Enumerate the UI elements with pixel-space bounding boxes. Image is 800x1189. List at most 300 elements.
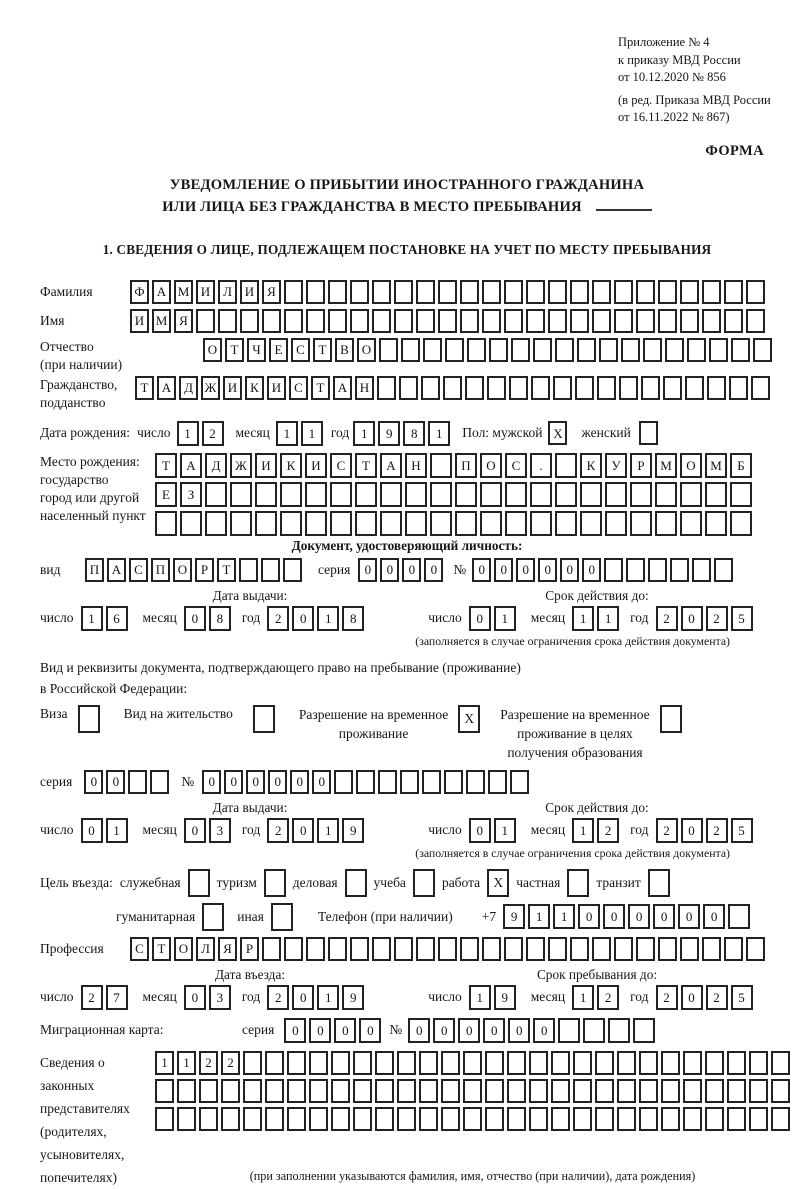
char-cell[interactable] — [504, 280, 523, 304]
char-cell[interactable] — [614, 280, 633, 304]
char-cell[interactable]: П — [151, 558, 170, 582]
char-cell[interactable]: 0 — [408, 1018, 430, 1043]
char-cell[interactable]: 0 — [653, 904, 675, 929]
char-cell[interactable]: 8 — [342, 606, 364, 631]
char-cell[interactable]: 1 — [469, 985, 491, 1010]
char-cell[interactable] — [705, 1107, 724, 1131]
char-cell[interactable]: 0 — [268, 770, 287, 794]
char-cell[interactable] — [485, 1079, 504, 1103]
char-cell[interactable] — [592, 280, 611, 304]
char-cell[interactable] — [570, 280, 589, 304]
char-cell[interactable] — [350, 937, 369, 961]
char-cell[interactable] — [551, 1107, 570, 1131]
char-cell[interactable] — [580, 511, 602, 536]
char-cell[interactable]: Т — [311, 376, 330, 400]
char-cell[interactable] — [595, 1107, 614, 1131]
char-cell[interactable] — [309, 1051, 328, 1075]
char-cell[interactable] — [507, 1051, 526, 1075]
char-cell[interactable] — [705, 511, 727, 536]
char-cell[interactable] — [265, 1079, 284, 1103]
char-cell[interactable]: 0 — [184, 606, 206, 631]
char-cell[interactable]: Л — [218, 280, 237, 304]
char-cell[interactable]: С — [505, 453, 527, 478]
char-cell[interactable] — [155, 511, 177, 536]
char-cell[interactable]: 2 — [267, 818, 289, 843]
char-cell[interactable]: Я — [174, 309, 193, 333]
char-cell[interactable] — [614, 309, 633, 333]
char-cell[interactable]: 2 — [199, 1051, 218, 1075]
char-cell[interactable] — [729, 376, 748, 400]
char-cell[interactable]: 0 — [380, 558, 399, 582]
char-cell[interactable]: Р — [240, 937, 259, 961]
char-cell[interactable]: 0 — [533, 1018, 555, 1043]
char-cell[interactable] — [608, 1018, 630, 1043]
char-cell[interactable] — [460, 309, 479, 333]
char-cell[interactable] — [353, 1051, 372, 1075]
char-cell[interactable]: А — [380, 453, 402, 478]
char-cell[interactable] — [731, 338, 750, 362]
char-cell[interactable] — [639, 1107, 658, 1131]
char-cell[interactable]: 5 — [731, 818, 753, 843]
char-cell[interactable] — [305, 511, 327, 536]
char-cell[interactable] — [485, 1051, 504, 1075]
char-cell[interactable] — [394, 937, 413, 961]
char-cell[interactable] — [617, 1107, 636, 1131]
char-cell[interactable]: 8 — [403, 421, 425, 446]
char-cell[interactable] — [399, 376, 418, 400]
char-cell[interactable] — [265, 1051, 284, 1075]
char-cell[interactable] — [230, 511, 252, 536]
char-cell[interactable] — [416, 937, 435, 961]
char-cell[interactable] — [504, 309, 523, 333]
char-cell[interactable]: 2 — [597, 985, 619, 1010]
char-cell[interactable] — [605, 482, 627, 507]
char-cell[interactable] — [771, 1107, 790, 1131]
char-cell[interactable]: У — [605, 453, 627, 478]
char-cell[interactable]: 0 — [292, 818, 314, 843]
char-cell[interactable] — [255, 511, 277, 536]
char-cell[interactable] — [507, 1107, 526, 1131]
char-cell[interactable]: З — [180, 482, 202, 507]
char-cell[interactable] — [771, 1051, 790, 1075]
char-cell[interactable] — [597, 376, 616, 400]
char-cell[interactable] — [284, 280, 303, 304]
char-cell[interactable] — [280, 511, 302, 536]
char-cell[interactable] — [221, 1079, 240, 1103]
char-cell[interactable] — [455, 482, 477, 507]
char-cell[interactable] — [630, 482, 652, 507]
char-cell[interactable]: 0 — [703, 904, 725, 929]
char-cell[interactable] — [555, 482, 577, 507]
char-cell[interactable] — [380, 482, 402, 507]
char-cell[interactable] — [397, 1107, 416, 1131]
char-cell[interactable]: 1 — [528, 904, 550, 929]
char-cell[interactable] — [504, 937, 523, 961]
char-cell[interactable] — [702, 937, 721, 961]
char-cell[interactable] — [419, 1107, 438, 1131]
char-cell[interactable]: Ф — [130, 280, 149, 304]
char-cell[interactable]: 0 — [309, 1018, 331, 1043]
char-cell[interactable] — [205, 482, 227, 507]
purpose-private-checkbox[interactable] — [567, 869, 589, 897]
char-cell[interactable]: Т — [217, 558, 236, 582]
char-cell[interactable] — [467, 338, 486, 362]
char-cell[interactable] — [655, 511, 677, 536]
char-cell[interactable]: А — [180, 453, 202, 478]
char-cell[interactable] — [419, 1079, 438, 1103]
char-cell[interactable] — [665, 338, 684, 362]
char-cell[interactable] — [641, 376, 660, 400]
char-cell[interactable]: В — [335, 338, 354, 362]
char-cell[interactable]: 0 — [334, 1018, 356, 1043]
char-cell[interactable] — [749, 1107, 768, 1131]
char-cell[interactable]: А — [107, 558, 126, 582]
char-cell[interactable] — [430, 482, 452, 507]
purpose-transit-checkbox[interactable] — [648, 869, 670, 897]
char-cell[interactable]: 2 — [706, 606, 728, 631]
char-cell[interactable] — [240, 309, 259, 333]
char-cell[interactable]: 0 — [184, 985, 206, 1010]
char-cell[interactable]: А — [152, 280, 171, 304]
char-cell[interactable]: 0 — [184, 818, 206, 843]
char-cell[interactable] — [353, 1107, 372, 1131]
char-cell[interactable] — [680, 511, 702, 536]
char-cell[interactable]: 0 — [424, 558, 443, 582]
char-cell[interactable] — [573, 1079, 592, 1103]
char-cell[interactable]: 9 — [378, 421, 400, 446]
char-cell[interactable]: 0 — [224, 770, 243, 794]
char-cell[interactable]: И — [130, 309, 149, 333]
char-cell[interactable] — [199, 1079, 218, 1103]
char-cell[interactable] — [438, 937, 457, 961]
char-cell[interactable]: 3 — [209, 818, 231, 843]
char-cell[interactable] — [753, 338, 772, 362]
char-cell[interactable]: 0 — [359, 1018, 381, 1043]
char-cell[interactable] — [577, 338, 596, 362]
char-cell[interactable]: 2 — [656, 985, 678, 1010]
char-cell[interactable]: 0 — [84, 770, 103, 794]
char-cell[interactable]: 0 — [469, 818, 491, 843]
char-cell[interactable] — [379, 338, 398, 362]
char-cell[interactable] — [328, 309, 347, 333]
char-cell[interactable]: 1 — [353, 421, 375, 446]
char-cell[interactable]: Т — [135, 376, 154, 400]
char-cell[interactable]: 0 — [603, 904, 625, 929]
char-cell[interactable] — [683, 1107, 702, 1131]
char-cell[interactable]: 0 — [433, 1018, 455, 1043]
char-cell[interactable] — [705, 482, 727, 507]
char-cell[interactable] — [128, 770, 147, 794]
char-cell[interactable] — [580, 482, 602, 507]
char-cell[interactable] — [239, 558, 258, 582]
char-cell[interactable]: О — [680, 453, 702, 478]
char-cell[interactable] — [331, 1079, 350, 1103]
char-cell[interactable] — [230, 482, 252, 507]
char-cell[interactable]: П — [85, 558, 104, 582]
char-cell[interactable] — [558, 1018, 580, 1043]
char-cell[interactable] — [661, 1079, 680, 1103]
char-cell[interactable]: 1 — [572, 818, 594, 843]
char-cell[interactable] — [485, 1107, 504, 1131]
char-cell[interactable] — [378, 770, 397, 794]
char-cell[interactable]: 9 — [342, 818, 364, 843]
char-cell[interactable]: . — [530, 453, 552, 478]
char-cell[interactable] — [626, 558, 645, 582]
char-cell[interactable] — [749, 1051, 768, 1075]
char-cell[interactable] — [526, 309, 545, 333]
char-cell[interactable] — [707, 376, 726, 400]
char-cell[interactable] — [489, 338, 508, 362]
char-cell[interactable] — [724, 937, 743, 961]
char-cell[interactable] — [466, 770, 485, 794]
char-cell[interactable] — [350, 280, 369, 304]
char-cell[interactable]: 0 — [81, 818, 103, 843]
char-cell[interactable] — [555, 338, 574, 362]
char-cell[interactable] — [526, 280, 545, 304]
char-cell[interactable] — [221, 1107, 240, 1131]
char-cell[interactable] — [331, 1107, 350, 1131]
char-cell[interactable] — [655, 482, 677, 507]
char-cell[interactable]: А — [157, 376, 176, 400]
char-cell[interactable]: Т — [155, 453, 177, 478]
char-cell[interactable] — [155, 1107, 174, 1131]
char-cell[interactable] — [714, 558, 733, 582]
char-cell[interactable] — [463, 1079, 482, 1103]
char-cell[interactable] — [330, 511, 352, 536]
char-cell[interactable] — [177, 1107, 196, 1131]
char-cell[interactable] — [306, 937, 325, 961]
char-cell[interactable] — [284, 937, 303, 961]
char-cell[interactable] — [416, 309, 435, 333]
char-cell[interactable]: 0 — [681, 985, 703, 1010]
char-cell[interactable]: 5 — [731, 985, 753, 1010]
char-cell[interactable]: О — [173, 558, 192, 582]
char-cell[interactable] — [350, 309, 369, 333]
char-cell[interactable] — [724, 309, 743, 333]
char-cell[interactable] — [177, 1079, 196, 1103]
char-cell[interactable]: О — [174, 937, 193, 961]
char-cell[interactable]: 1 — [317, 985, 339, 1010]
char-cell[interactable] — [305, 482, 327, 507]
char-cell[interactable]: О — [357, 338, 376, 362]
char-cell[interactable] — [551, 1051, 570, 1075]
char-cell[interactable]: 0 — [290, 770, 309, 794]
char-cell[interactable] — [529, 1079, 548, 1103]
char-cell[interactable]: 5 — [731, 606, 753, 631]
char-cell[interactable] — [460, 280, 479, 304]
char-cell[interactable] — [573, 1107, 592, 1131]
char-cell[interactable] — [460, 937, 479, 961]
char-cell[interactable] — [548, 937, 567, 961]
char-cell[interactable] — [592, 309, 611, 333]
char-cell[interactable] — [355, 511, 377, 536]
char-cell[interactable] — [727, 1107, 746, 1131]
char-cell[interactable]: Т — [225, 338, 244, 362]
char-cell[interactable] — [372, 937, 391, 961]
char-cell[interactable]: С — [291, 338, 310, 362]
char-cell[interactable]: И — [305, 453, 327, 478]
char-cell[interactable] — [243, 1079, 262, 1103]
char-cell[interactable] — [444, 770, 463, 794]
char-cell[interactable]: 0 — [469, 606, 491, 631]
char-cell[interactable] — [505, 511, 527, 536]
char-cell[interactable] — [658, 309, 677, 333]
char-cell[interactable] — [573, 1051, 592, 1075]
char-cell[interactable]: 1 — [317, 818, 339, 843]
char-cell[interactable]: Т — [152, 937, 171, 961]
char-cell[interactable] — [401, 338, 420, 362]
char-cell[interactable] — [599, 338, 618, 362]
char-cell[interactable]: 2 — [656, 818, 678, 843]
char-cell[interactable]: М — [655, 453, 677, 478]
char-cell[interactable] — [150, 770, 169, 794]
char-cell[interactable]: 0 — [402, 558, 421, 582]
char-cell[interactable]: Н — [355, 376, 374, 400]
char-cell[interactable]: 9 — [342, 985, 364, 1010]
char-cell[interactable] — [551, 1079, 570, 1103]
char-cell[interactable] — [309, 1107, 328, 1131]
char-cell[interactable]: 0 — [578, 904, 600, 929]
visa-checkbox[interactable] — [78, 705, 100, 733]
char-cell[interactable] — [630, 511, 652, 536]
char-cell[interactable]: 1 — [317, 606, 339, 631]
char-cell[interactable] — [548, 309, 567, 333]
char-cell[interactable]: 1 — [494, 606, 516, 631]
char-cell[interactable]: 2 — [267, 606, 289, 631]
char-cell[interactable]: 0 — [202, 770, 221, 794]
char-cell[interactable]: 0 — [681, 818, 703, 843]
char-cell[interactable] — [196, 309, 215, 333]
char-cell[interactable] — [243, 1107, 262, 1131]
char-cell[interactable] — [405, 511, 427, 536]
char-cell[interactable] — [334, 770, 353, 794]
char-cell[interactable]: 0 — [582, 558, 601, 582]
char-cell[interactable] — [488, 770, 507, 794]
char-cell[interactable]: 1 — [177, 1051, 196, 1075]
char-cell[interactable] — [441, 1079, 460, 1103]
char-cell[interactable] — [328, 937, 347, 961]
char-cell[interactable] — [438, 280, 457, 304]
char-cell[interactable]: С — [130, 937, 149, 961]
sex-female-checkbox[interactable] — [639, 421, 658, 445]
purpose-tourism-checkbox[interactable] — [264, 869, 286, 897]
char-cell[interactable] — [509, 376, 528, 400]
char-cell[interactable] — [570, 309, 589, 333]
char-cell[interactable]: М — [174, 280, 193, 304]
char-cell[interactable] — [595, 1079, 614, 1103]
char-cell[interactable] — [727, 1079, 746, 1103]
char-cell[interactable] — [309, 1079, 328, 1103]
char-cell[interactable]: 1 — [155, 1051, 174, 1075]
char-cell[interactable] — [604, 558, 623, 582]
char-cell[interactable]: К — [280, 453, 302, 478]
char-cell[interactable] — [482, 309, 501, 333]
char-cell[interactable] — [405, 482, 427, 507]
char-cell[interactable] — [680, 309, 699, 333]
char-cell[interactable]: Ж — [201, 376, 220, 400]
char-cell[interactable] — [605, 511, 627, 536]
char-cell[interactable] — [592, 937, 611, 961]
temp-residence-checkbox[interactable]: X — [458, 705, 480, 733]
char-cell[interactable] — [262, 309, 281, 333]
char-cell[interactable] — [529, 1107, 548, 1131]
char-cell[interactable] — [430, 453, 452, 478]
char-cell[interactable] — [639, 1051, 658, 1075]
char-cell[interactable]: М — [152, 309, 171, 333]
char-cell[interactable]: 1 — [81, 606, 103, 631]
char-cell[interactable] — [482, 280, 501, 304]
char-cell[interactable] — [205, 511, 227, 536]
purpose-service-checkbox[interactable] — [188, 869, 210, 897]
char-cell[interactable] — [180, 511, 202, 536]
char-cell[interactable]: Е — [155, 482, 177, 507]
purpose-work-checkbox[interactable]: X — [487, 869, 509, 897]
char-cell[interactable] — [746, 309, 765, 333]
char-cell[interactable] — [287, 1051, 306, 1075]
char-cell[interactable]: И — [196, 280, 215, 304]
char-cell[interactable] — [751, 376, 770, 400]
char-cell[interactable] — [394, 280, 413, 304]
char-cell[interactable] — [255, 482, 277, 507]
char-cell[interactable]: 8 — [209, 606, 231, 631]
char-cell[interactable] — [463, 1107, 482, 1131]
char-cell[interactable] — [617, 1051, 636, 1075]
char-cell[interactable] — [683, 1051, 702, 1075]
char-cell[interactable] — [555, 453, 577, 478]
char-cell[interactable]: Р — [195, 558, 214, 582]
char-cell[interactable]: Р — [630, 453, 652, 478]
char-cell[interactable]: 9 — [503, 904, 525, 929]
char-cell[interactable] — [728, 904, 750, 929]
char-cell[interactable] — [375, 1107, 394, 1131]
char-cell[interactable] — [441, 1107, 460, 1131]
char-cell[interactable]: И — [223, 376, 242, 400]
char-cell[interactable]: 0 — [106, 770, 125, 794]
char-cell[interactable] — [261, 558, 280, 582]
char-cell[interactable] — [421, 376, 440, 400]
char-cell[interactable] — [356, 770, 375, 794]
char-cell[interactable]: Т — [355, 453, 377, 478]
char-cell[interactable] — [643, 338, 662, 362]
char-cell[interactable] — [771, 1079, 790, 1103]
char-cell[interactable]: 0 — [560, 558, 579, 582]
char-cell[interactable] — [438, 309, 457, 333]
char-cell[interactable] — [526, 937, 545, 961]
char-cell[interactable] — [529, 1051, 548, 1075]
purpose-business-checkbox[interactable] — [345, 869, 367, 897]
char-cell[interactable] — [445, 338, 464, 362]
char-cell[interactable] — [487, 376, 506, 400]
char-cell[interactable] — [397, 1051, 416, 1075]
char-cell[interactable] — [687, 338, 706, 362]
char-cell[interactable] — [480, 511, 502, 536]
char-cell[interactable] — [306, 309, 325, 333]
char-cell[interactable] — [199, 1107, 218, 1131]
char-cell[interactable] — [680, 482, 702, 507]
char-cell[interactable]: 1 — [597, 606, 619, 631]
char-cell[interactable]: 2 — [81, 985, 103, 1010]
char-cell[interactable] — [702, 280, 721, 304]
char-cell[interactable] — [621, 338, 640, 362]
char-cell[interactable] — [416, 280, 435, 304]
char-cell[interactable]: Т — [313, 338, 332, 362]
char-cell[interactable]: Д — [205, 453, 227, 478]
char-cell[interactable] — [548, 280, 567, 304]
purpose-humanitarian-checkbox[interactable] — [202, 903, 224, 931]
char-cell[interactable] — [636, 280, 655, 304]
char-cell[interactable] — [482, 937, 501, 961]
char-cell[interactable]: Л — [196, 937, 215, 961]
